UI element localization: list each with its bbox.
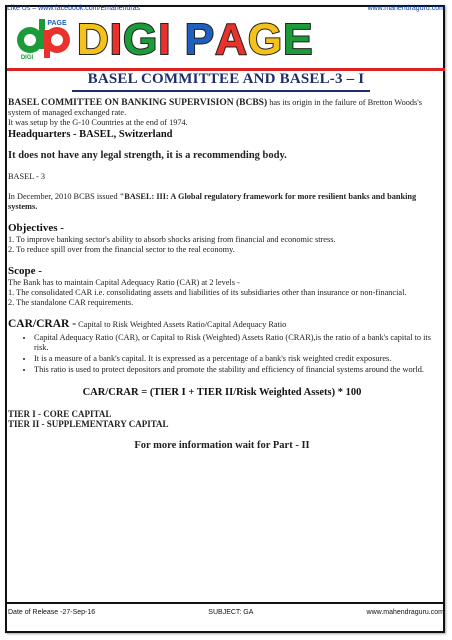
more-info-note: For more information wait for Part - II bbox=[134, 440, 310, 451]
headquarters: Headquarters - BASEL, Switzerland bbox=[8, 129, 173, 140]
scope-item: 2. The standalone CAR requirements. bbox=[8, 298, 134, 307]
car-heading-line bbox=[8, 318, 436, 331]
brand-letter: D bbox=[77, 15, 110, 64]
brand-letter: G bbox=[123, 15, 159, 64]
website-link[interactable]: www.mahendraguru.com bbox=[367, 4, 445, 12]
objective-item: 1. To improve banking sector's ability to absorb shocks arising from financial and economic stress. bbox=[8, 235, 336, 244]
subject-label: SUBJECT: GA bbox=[208, 608, 254, 616]
brand-letter bbox=[171, 15, 184, 65]
digi-page-logo-icon bbox=[13, 16, 75, 60]
car-heading: CAR/CRAR - bbox=[8, 318, 77, 330]
page-title: BASEL COMMITTEE AND BASEL-3 – I bbox=[87, 71, 365, 87]
tier-item: TIER II - SUPPLEMENTARY CAPITAL bbox=[8, 419, 169, 429]
brand-letter: E bbox=[283, 15, 314, 64]
list-item: • Capital Adequacy Ratio (CAR), or Capital to Risk (Weighted) Assets Ratio (CRAR),is the ratio of a bank's capital to its risk. bbox=[34, 333, 436, 353]
scope-item: 1. The consolidated CAR i.e. consolidating assets and liabilities of its subsidiaries other than insurance or non-financial. bbox=[8, 288, 407, 297]
framework-title: "BASEL: III: A Global regulatory framework for more resilient banks and banking systems. bbox=[8, 192, 417, 211]
brand-letter: I bbox=[109, 15, 124, 64]
footer-website-link[interactable]: www.mahendraguru.com bbox=[366, 608, 444, 616]
scope-item: The Bank has to maintain Capital Adequacy Ratio (CAR) at 2 levels - bbox=[8, 278, 240, 287]
svg-text:PAGE: PAGE bbox=[47, 20, 67, 27]
scope-heading: Scope - bbox=[8, 265, 42, 277]
intro-rest: has its origin in the failure of Bretton Woods's system of managed exchanged rate. bbox=[8, 98, 422, 117]
basel3-label: BASEL - 3 bbox=[8, 172, 46, 181]
list-item: • This ratio is used to protect depositors and promote the stability and efficiency of financial systems around the world. bbox=[34, 365, 436, 375]
objective-item: 2. To reduce spill over from the financial sector to the real economy. bbox=[8, 245, 235, 254]
car-formula: CAR/CRAR = (TIER I + TIER II/Risk Weighted Assets) * 100 bbox=[82, 387, 362, 398]
legal-statement: It does not have any legal strength, it is a recommending body. bbox=[8, 150, 287, 161]
brand-letter: G bbox=[247, 15, 284, 64]
intro-bold: BASEL COMMITTEE ON BANKING SUPERVISION (BCBS) bbox=[8, 98, 268, 108]
brand-letter: A bbox=[215, 15, 248, 64]
objectives-heading: Objectives - bbox=[8, 222, 64, 234]
masthead bbox=[7, 14, 445, 66]
release-date: Date of Release -27-Sep-16 bbox=[8, 608, 96, 616]
top-bar bbox=[7, 2, 445, 14]
article-body bbox=[8, 98, 436, 452]
tier-item: TIER I - CORE CAPITAL bbox=[8, 409, 112, 419]
facebook-link[interactable]: Like Us – www.facebook.com/Emahendras bbox=[7, 4, 141, 12]
december-paragraph: In December, 2010 BCBS issued "BASEL: III: A Global regulatory framework for more resilient banks and banking systems. bbox=[8, 192, 417, 211]
list-item: • It is a measure of a bank's capital. It is expressed as a percentage of a bank's risk weighted credit exposures. bbox=[34, 354, 436, 364]
brand-letter: I bbox=[158, 15, 172, 64]
footer bbox=[8, 606, 444, 618]
svg-text:DIGI: DIGI bbox=[20, 55, 34, 60]
intro-paragraph bbox=[8, 98, 436, 118]
car-heading-rest: Capital to Risk Weighted Assets Ratio/Capital Adequacy Ratio bbox=[76, 320, 287, 329]
footer-divider bbox=[7, 602, 445, 604]
car-bullet-list bbox=[8, 333, 436, 375]
intro-line2: It was setup by the G-10 Countries at the end of 1974. bbox=[8, 118, 188, 127]
title-underline bbox=[72, 90, 370, 92]
brand-letter: P bbox=[184, 15, 216, 64]
brand-wordmark bbox=[77, 15, 437, 65]
